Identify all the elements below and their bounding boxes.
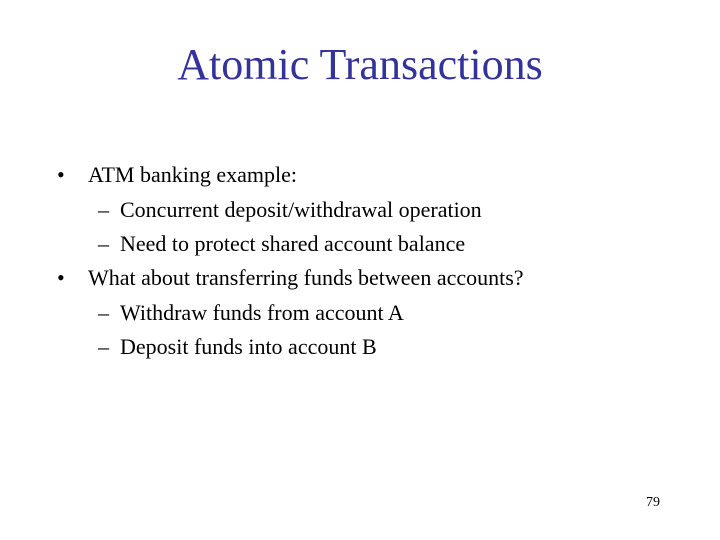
sub-bullet-text: Concurrent deposit/withdrawal operation xyxy=(120,197,482,222)
sub-bullet-text: Need to protect shared account balance xyxy=(120,231,466,256)
dash-icon: – xyxy=(98,300,109,325)
bullet-text: ATM banking example: xyxy=(88,162,297,187)
slide-title: Atomic Transactions xyxy=(177,40,543,89)
bullet-text: What about transferring funds between accounts? xyxy=(88,265,524,290)
page-number: 79 xyxy=(646,495,660,510)
dash-icon: – xyxy=(98,231,109,256)
dash-icon: – xyxy=(98,334,109,359)
sub-bullet-text: Deposit funds into account B xyxy=(120,334,377,359)
bullet-icon: • xyxy=(57,162,65,187)
dash-icon: – xyxy=(98,197,109,222)
bullet-icon: • xyxy=(57,265,65,290)
sub-bullet-text: Withdraw funds from account A xyxy=(120,300,404,325)
